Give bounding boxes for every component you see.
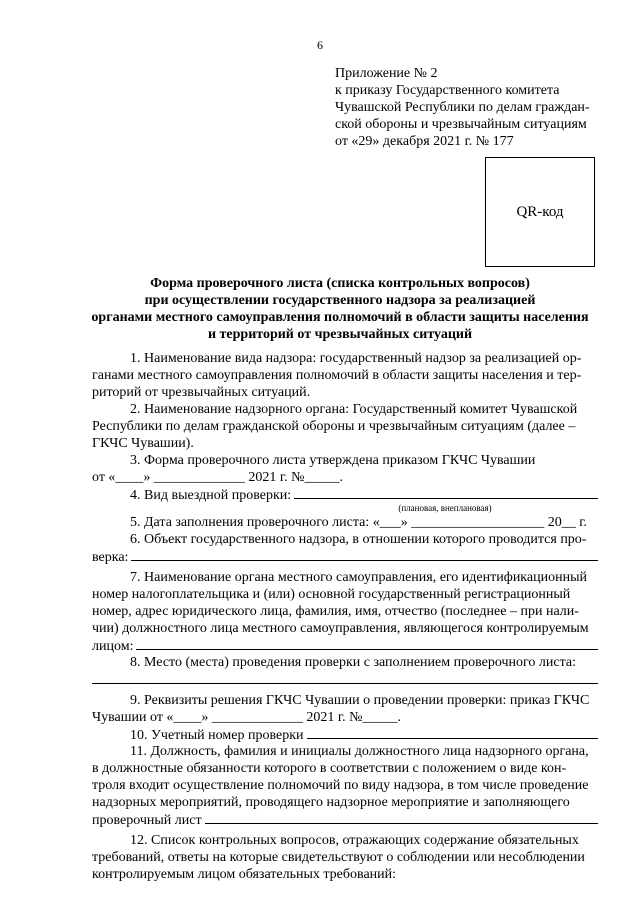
item-11-line: в должностные обязанности которого в соответствии с положением о виде кон- (92, 761, 567, 776)
item-11-line: 11. Должность, фамилия и инициалы должностного лица надзорного органа, (130, 744, 589, 759)
appendix-line: к приказу Государственного комитета (335, 83, 560, 98)
page-number: 6 (317, 38, 323, 52)
item-10-label: 10. Учетный номер проверки (130, 728, 304, 743)
inspection-object-field[interactable] (131, 548, 598, 561)
appendix-line: Чувашской Республики по делам граждан- (335, 100, 590, 115)
title-line: органами местного самоуправления полномочий в области защиты населения (91, 310, 589, 325)
item-11-label: проверочный лист (92, 813, 202, 828)
item-7-line: номер налогоплательщика и (или) основной государственный регистрационный (92, 587, 571, 602)
item-1-line: ганами местного самоуправления полномочий в области защиты населения и тер- (92, 368, 582, 383)
title-line: и территорий от чрезвычайных ситуаций (207, 327, 473, 342)
item-11-line: троля входит осуществление полномочий по виду надзора, в том числе проведение (92, 778, 589, 793)
item-10-line (92, 726, 598, 743)
form-title (80, 275, 600, 343)
item-4-line (92, 486, 598, 503)
inspection-place-field[interactable] (92, 671, 598, 684)
item-1-line: 1. Наименование вида надзора: государственный надзор за реализацией ор- (130, 351, 582, 366)
item-12-line: требований, ответы на которые свидетельствуют о соблюдении или несоблюдении (92, 850, 585, 865)
item-11-line (92, 811, 598, 828)
inspection-type-field[interactable] (294, 486, 598, 499)
inspection-place-line (92, 671, 598, 688)
form-body (92, 350, 598, 883)
item-6-line: 6. Объект государственного надзора, в отношении которого проводится про- (130, 532, 587, 547)
item-5-line: 5. Дата заполнения проверочного листа: «___» ___________________ 20__ г. (130, 515, 587, 530)
qr-code-box (485, 157, 595, 267)
item-12-line: контролируемым лицом обязательных требований: (92, 867, 397, 882)
item-7-line: 7. Наименование органа местного самоуправления, его идентификационный (130, 570, 587, 585)
item-6-line (92, 548, 598, 565)
item-8-line: 8. Место (места) проведения проверки с заполнением проверочного листа: (130, 655, 576, 670)
item-6-label: верка: (92, 550, 129, 565)
item-9-line: Чувашии от «____» _____________ 2021 г. №_____. (92, 710, 401, 725)
appendix-line: от «29» декабря 2021 г. № 177 (335, 134, 514, 149)
item-9-line: 9. Реквизиты решения ГКЧС Чувашии о проведении проверки: приказ ГКЧС (130, 693, 590, 708)
appendix-line: Приложение № 2 (335, 66, 438, 81)
qr-label: QR-код (516, 203, 564, 220)
appendix-line: ской обороны и чрезвычайным ситуациям (335, 117, 587, 132)
item-7-line (92, 637, 598, 654)
appendix-block (335, 65, 597, 150)
inspector-field[interactable] (205, 811, 598, 824)
item-7-line: чии) должностного лица местного самоуправления, являющегося контролируемым (92, 621, 589, 636)
item-7-line: номер, адрес юридического лица, фамилия, имя, отчество (последнее – при нали- (92, 604, 579, 619)
item-3-line: от «____» _____________ 2021 г. №_____. (92, 470, 343, 485)
item-4-label: 4. Вид выездной проверки: (130, 488, 292, 503)
item-2-line: Республики по делам гражданской обороны и чрезвычайным ситуациям (далее – (92, 419, 576, 434)
item-11-line: надзорных мероприятий, проводящего надзорное мероприятие и заполняющего (92, 795, 570, 810)
item-2-line: 2. Наименование надзорного органа: Государственный комитет Чувашской (130, 402, 578, 417)
title-line: при осуществлении государственного надзора за реализацией (144, 293, 536, 308)
inspection-type-hint: (плановая, внеплановая) (398, 503, 492, 513)
item-2-line: ГКЧС Чувашии). (92, 436, 194, 451)
controlled-entity-field[interactable] (136, 637, 598, 650)
item-3-line: 3. Форма проверочного листа утверждена приказом ГКЧС Чувашии (130, 453, 536, 468)
inspection-number-field[interactable] (307, 726, 598, 739)
item-1-line: риторий от чрезвычайных ситуаций. (92, 385, 311, 400)
item-12-line: 12. Список контрольных вопросов, отражающих содержание обязательных (130, 833, 579, 848)
item-7-label: лицом: (92, 639, 134, 654)
title-line: Форма проверочного листа (списка контрольных вопросов) (150, 276, 530, 291)
